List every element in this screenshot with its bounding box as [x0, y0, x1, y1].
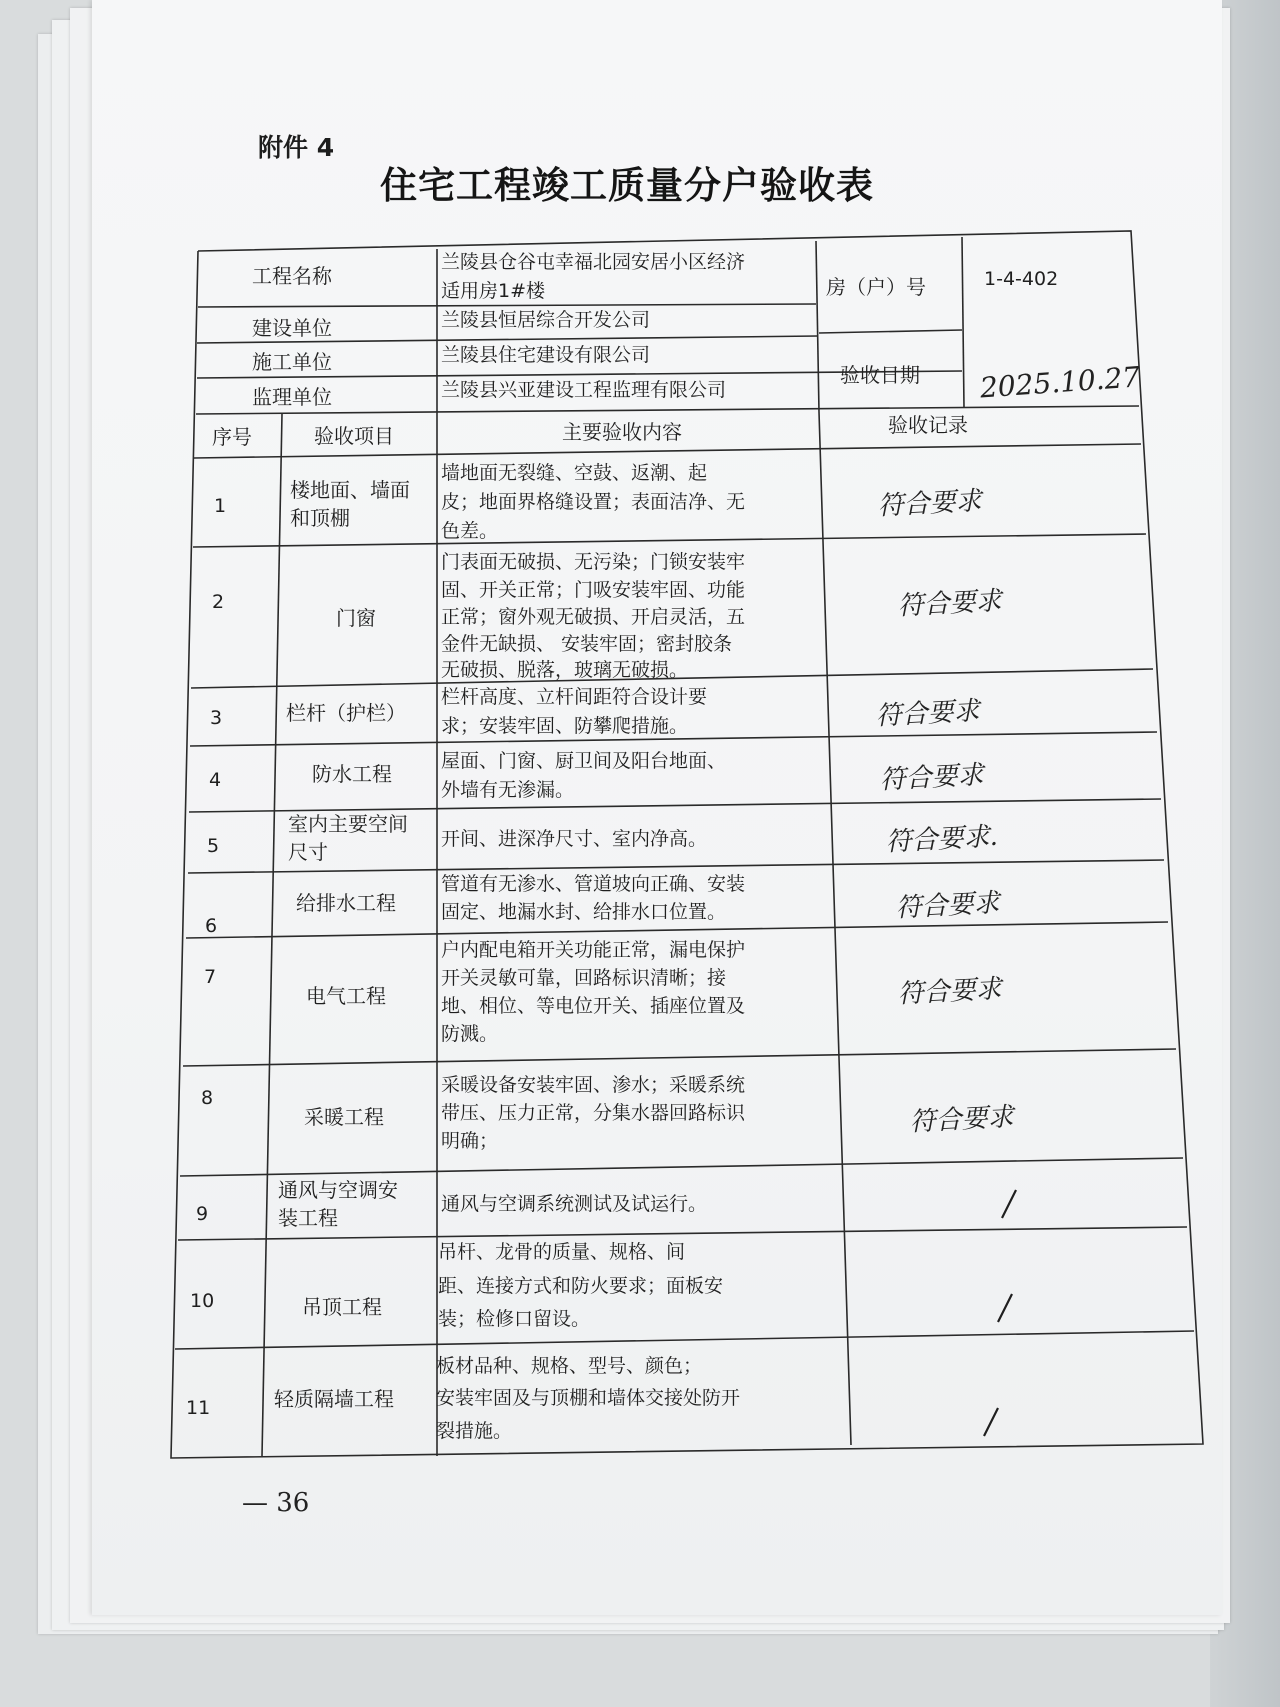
- project-name-label: 工程名称: [252, 264, 332, 288]
- row-number: 7: [204, 966, 217, 988]
- project-name-value-line1: 兰陵县仓谷屯幸福北园安居小区经济: [441, 251, 746, 273]
- row-content-line: 外墙有无渗漏。: [441, 779, 575, 801]
- row-content-line: 明确；: [441, 1130, 499, 1152]
- row-item-name: 给排水工程: [296, 891, 396, 915]
- attachment-label: 附件 4: [258, 133, 335, 162]
- row-record-signature: 符合要求: [878, 760, 985, 796]
- row-number: 8: [201, 1087, 214, 1109]
- row-item-name: 栏杆（护栏）: [286, 701, 406, 725]
- table-rows: [186, 462, 1017, 1442]
- row-content-line: 板材品种、规格、型号、颜色；: [436, 1355, 703, 1377]
- row-content-line: 墙地面无裂缝、空鼓、返潮、起: [441, 462, 708, 484]
- row-item-name: 采暖工程: [304, 1105, 384, 1129]
- page-number: — 36: [242, 1488, 310, 1518]
- row-item-name: 尺寸: [288, 840, 328, 864]
- row-content-line: 距、连接方式和防火要求；面板安: [438, 1275, 724, 1297]
- row-record-slash: [984, 1408, 998, 1436]
- row-content-line: 装；检修口留设。: [438, 1308, 591, 1330]
- row-content-line: 防溅。: [441, 1023, 499, 1045]
- row-record-signature: 符合要求: [908, 1102, 1015, 1138]
- row-record-signature: 符合要求: [874, 696, 981, 732]
- row-content-line: 皮；地面界格缝设置；表面洁净、无: [441, 491, 746, 513]
- row-item-name: 室内主要空间: [288, 812, 408, 836]
- column-header-record: 验收记录: [888, 413, 968, 437]
- row-number: 11: [186, 1397, 211, 1419]
- row-content-line: 带压、压力正常，分集水器回路标识: [441, 1102, 746, 1124]
- row-item-name: 通风与空调安: [278, 1178, 398, 1202]
- row-item-name: 吊顶工程: [302, 1295, 382, 1319]
- supervisor-value: 兰陵县兴亚建设工程监理有限公司: [441, 379, 727, 401]
- row-item-name: 装工程: [278, 1206, 338, 1230]
- row-record-signature: 符合要求: [896, 974, 1003, 1010]
- house-no-value: 1-4-402: [984, 268, 1059, 290]
- builder-label: 建设单位: [252, 316, 332, 340]
- row-content-line: 色差。: [441, 520, 499, 542]
- row-content-line: 求；安装牢固、防攀爬措施。: [441, 715, 689, 737]
- row-number: 4: [209, 769, 222, 791]
- row-number: 1: [214, 495, 227, 517]
- row-number: 5: [207, 835, 220, 857]
- row-item-name: 电气工程: [306, 984, 386, 1008]
- row-content-line: 无破损、脱落，玻璃无破损。: [441, 659, 689, 681]
- row-content-line: 裂措施。: [436, 1420, 513, 1442]
- row-item-name: 和顶棚: [290, 506, 350, 530]
- row-record-signature: 符合要求.: [884, 821, 999, 858]
- row-content-line: 门表面无破损、无污染；门锁安装牢: [441, 551, 746, 573]
- column-header-item: 验收项目: [314, 424, 394, 448]
- acceptance-date-signature: 2025.10.27: [978, 360, 1142, 405]
- row-number: 6: [205, 915, 218, 937]
- house-no-label: 房（户）号: [826, 275, 926, 299]
- row-record-slash: [998, 1294, 1012, 1322]
- column-header-content: 主要验收内容: [562, 420, 682, 444]
- row-record-signature: 符合要求: [896, 586, 1003, 622]
- constructor-value: 兰陵县住宅建设有限公司: [441, 344, 651, 366]
- row-content-line: 屋面、门窗、厨卫间及阳台地面、: [441, 750, 727, 772]
- row-number: 2: [212, 591, 225, 613]
- page-title: 住宅工程竣工质量分户验收表: [380, 164, 874, 207]
- row-item-name: 楼地面、墙面: [290, 478, 410, 502]
- row-content-line: 户内配电箱开关功能正常，漏电保护: [441, 939, 746, 961]
- row-content-line: 开间、进深净尺寸、室内净高。: [441, 828, 708, 850]
- row-content-line: 固定、地漏水封、给排水口位置。: [441, 901, 727, 923]
- row-content-line: 通风与空调系统测试及试运行。: [441, 1193, 708, 1215]
- row-record-signature: 符合要求: [894, 888, 1001, 924]
- row-content-line: 管道有无渗水、管道坡向正确、安装: [441, 873, 746, 895]
- row-content-line: 正常；窗外观无破损、开启灵活，五: [441, 606, 746, 628]
- row-record-slash: [1002, 1190, 1016, 1218]
- builder-value: 兰陵县恒居综合开发公司: [441, 309, 651, 331]
- row-content-line: 开关灵敏可靠，回路标识清晰；接: [441, 967, 727, 989]
- row-number: 9: [196, 1203, 209, 1225]
- row-number: 10: [190, 1290, 215, 1312]
- row-content-line: 栏杆高度、立杆间距符合设计要: [441, 686, 708, 708]
- row-item-name: 轻质隔墙工程: [274, 1387, 394, 1411]
- row-item-name: 门窗: [336, 606, 376, 630]
- row-item-name: 防水工程: [312, 762, 392, 786]
- column-header-seq: 序号: [212, 425, 252, 449]
- row-content-line: 安装牢固及与顶棚和墙体交接处防开: [436, 1387, 741, 1409]
- row-content-line: 采暖设备安装牢固、渗水；采暖系统: [441, 1074, 746, 1096]
- row-number: 3: [210, 707, 223, 729]
- acceptance-date-label: 验收日期: [840, 363, 920, 387]
- project-name-value-line2: 适用房1#楼: [441, 280, 546, 302]
- row-content-line: 吊杆、龙骨的质量、规格、间: [438, 1241, 686, 1263]
- row-content-line: 金件无缺损、 安装牢固；密封胶条: [441, 633, 733, 655]
- row-content-line: 地、相位、等电位开关、插座位置及: [441, 995, 746, 1017]
- row-content-line: 固、开关正常；门吸安装牢固、功能: [441, 579, 746, 601]
- supervisor-label: 监理单位: [252, 385, 332, 409]
- constructor-label: 施工单位: [252, 350, 332, 374]
- row-record-signature: 符合要求: [876, 486, 983, 522]
